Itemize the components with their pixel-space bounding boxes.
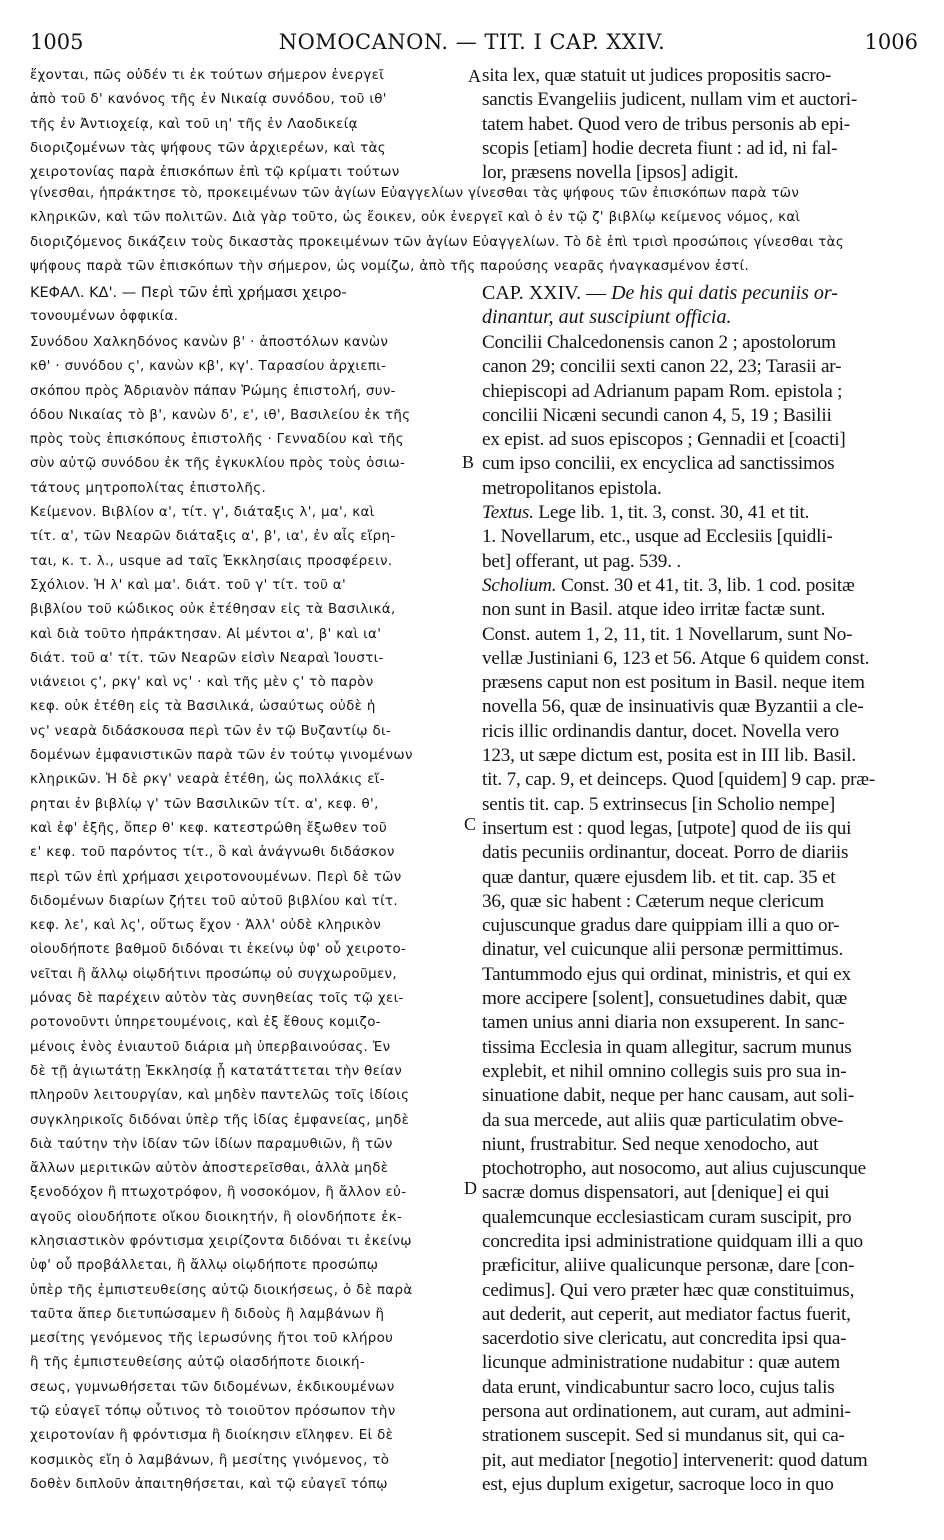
top-latin-block (482, 64, 918, 185)
greek-line: περὶ τῶν ἐπὶ χρήμασι χειροτονουμένων. Περὶ δὲ τῶν (30, 869, 402, 885)
greek-line: Κείμενον. Βιβλίον α', τίτ. γ', διάταξις λ', μα', καὶ (30, 505, 375, 521)
greek-line: ὑπὲρ τῆς ἐμπιστευθείσης αὐτῷ διοικήσεως, ὁ δὲ παρὰ (30, 1282, 413, 1298)
top-greek-block (30, 64, 476, 185)
latin-line: qualemcunque ecclesiasticam curam suscipit, pro (482, 1206, 852, 1228)
greek-line: νεῖται ἢ ἄλλῳ οἱῳδήτινι προσώπῳ οὐ συγχωροῦμεν, (30, 966, 397, 982)
greek-line: διοριζομένων τὰς ψήφους τῶν ἀρχιερέων, καὶ τὰς (30, 140, 386, 156)
page-number-right: 1006 (864, 30, 918, 54)
latin-line: cum ipso concilii, ex encyclica ad sanctissimos (482, 453, 835, 475)
latin-line: sita lex, quæ statuit ut judices propositis sacro- (482, 65, 832, 86)
greek-line: σεως, γυμνωθήσεται τῶν διδομένων, ἐκδικουμένων (30, 1379, 395, 1395)
latin-line: sinuatione dabit, neque per hanc causam, aut soli- (482, 1085, 855, 1107)
greek-line: κθ' · συνόδου ς', κανὼν κβ', κγ'. Ταρασίου ἀρχιεπι- (30, 359, 387, 375)
latin-line: datis pecuniis ordinantur, doceat. Porro de diariis (482, 842, 849, 864)
greek-line: κλησιαστικὸν φρόντισμα χειρίζοντα διδόναι τι ἐκείνῳ (30, 1233, 412, 1249)
latin-line: est, ejus duplum exigetur, sacroque loco in quo (482, 1473, 834, 1495)
section-label: Scholium. (482, 574, 557, 596)
latin-heading-line (482, 281, 918, 305)
greek-line: ἄλλων μεριτικῶν αὐτὸν ἀποστερεῖσθαι, ἀλλὰ μηδὲ (30, 1161, 389, 1177)
greek-line: αγοῦς οἱουδήποτε οἴκου διοικητήν, ἢ οἱονδήποτε ἐκ- (30, 1209, 403, 1225)
latin-line: da sua mercede, aut aliis quæ particulatim obve- (482, 1109, 844, 1131)
section-label: Textus. (482, 502, 534, 524)
greek-line: πληροῦν λειτουργίαν, καὶ μηδὲν παντελῶς τοῖς ἰδίοις (30, 1088, 410, 1104)
latin-line: canon 29; concilii sexti canon 22, 23; Tarasii ar- (482, 356, 842, 378)
latin-line: data erunt, vindicabuntur sacro loco, cujus talis (482, 1376, 835, 1398)
latin-line: more accipere [solent], consuetudines dabit, quæ (482, 988, 847, 1010)
greek-line: διοριζόμενος δικάζειν τοὺς δικαστὰς προκειμένων τῶν ἁγίων Εὐαγγελίων. Τὸ δὲ ἐπὶ τρισὶ προσώποις γίνεσθαι τὰς (30, 234, 845, 250)
greek-heading-line: τονουμένων ὀφφικία. (30, 309, 179, 325)
greek-line: τίτ. α', τῶν Νεαρῶν διάταξις α', β', ια', ἐν αἷς εἴρη- (30, 529, 396, 545)
latin-line: ptochotropho, aut nosocomo, aut alius cujuscunque (482, 1158, 867, 1180)
latin-line: præsens caput non est positum in Basil. neque item (482, 672, 865, 694)
margin-letter-b: B (462, 452, 475, 472)
latin-line: Const. autem 1, 2, 11, tit. 1 Novellarum, sunt No- (482, 623, 853, 645)
greek-line: μένοις ἑνὸς ἐνιαυτοῦ διάρια μὴ ὑπερβαινούσας. Ἐν (30, 1039, 391, 1055)
greek-line: δοθὲν διπλοῦν ἀπαιτηθήσεται, καὶ τῷ εὐαγεῖ τόπῳ (30, 1476, 388, 1492)
latin-heading-cap: CAP. XXIV. — (482, 282, 612, 304)
greek-line: Συνόδου Χαλκηδόνος κανὼν β' · ἀποστόλων κανὼν (30, 335, 389, 350)
greek-line: ε' κεφ. τοῦ παρόντος τίτ., ὃ καὶ ἀνάγνωθι διδάσκον (30, 845, 395, 861)
greek-column (30, 331, 476, 1497)
greek-line: χειροτονίαν ἢ φρόντισμα ἢ διοίκησιν εἴληφεν. Εἰ δὲ (30, 1428, 394, 1444)
greek-line: διδομένων διαρίων ζήτει τοῦ αὐτοῦ βιβλίου καὶ τίτ. (30, 893, 398, 909)
greek-line: μεσίτης γενόμενος τῆς ἱερωσύνης ἤτοι τοῦ κλήρου (30, 1331, 394, 1347)
greek-line: μόνας δὲ παρέχειν αὐτὸν τὰς συνηθείας τοῖς τῷ χει- (30, 991, 404, 1007)
latin-line: sentis tit. cap. 5 extrinsecus [in Scholio nempe] (482, 793, 836, 815)
margin-letter-d: D (464, 1178, 477, 1198)
latin-line: tit. 7, cap. 9, et deinceps. Quod [quidem] 9 cap. præ- (482, 769, 876, 791)
latin-line: 1. Novellarum, etc., usque ad Ecclesiis [quidli- (482, 526, 833, 548)
latin-line: quæ dantur, quære ejusdem lib. et tit. cap. 35 et (482, 866, 836, 888)
greek-chapter-heading (30, 281, 476, 330)
greek-line: συγκληρικοῖς διδόναι ὑπὲρ τῆς ἰδίας ἐμφανείας, μηδὲ (30, 1112, 410, 1128)
latin-line: non sunt in Basil. atque ideo irritæ factæ sunt. (482, 599, 826, 621)
greek-line: γίνεσθαι, ἠπράκτησε τὸ, προκειμένων τῶν ἁγίων Εὐαγγελίων γίνεσθαι τὰς ψήφους τῶν ἐπισκόπων παρὰ τῶν (30, 186, 800, 201)
greek-line: ἀπὸ τοῦ δ' κανόνος τῆς ἐν Νικαίᾳ συνόδου, τοῦ ιθ' (30, 92, 387, 108)
latin-line: sacræ domus dispensatori, aut [denique] ei qui (482, 1182, 830, 1204)
page-number-left: 1005 (30, 30, 84, 54)
greek-line: Σχόλιον. Ἡ λ' καὶ μα'. διάτ. τοῦ γ' τίτ. τοῦ α' (30, 577, 347, 593)
latin-line: concredita ipsi administratione quidquam illi a quo (482, 1230, 863, 1252)
greek-line: πρὸς τοὺς ἐπισκόπους ἐπιστολῆς · Γενναδίου καὶ τῆς (30, 432, 404, 448)
greek-line: όδου Νικαίας τὸ β', κανὼν δ', ε', ιθ', Βασιλείου ἐκ τῆς (30, 407, 411, 423)
latin-line: aut dederit, aut ceperit, aut mediator factus fuerit, (482, 1303, 851, 1325)
latin-line: pit, aut mediator [negotio] intervenerit: quod datum (482, 1449, 868, 1471)
greek-line: τῷ εὐαγεῖ τόπῳ οὗτινος τὸ τοιοῦτον πρόσωπον τὴν (30, 1404, 396, 1420)
greek-line: κληρικῶν. Ἡ δὲ ρκγ' νεαρὰ ἐτέθη, ὡς πολλάκις εἴ- (30, 772, 385, 788)
greek-line: ταῦτα ἅπερ διετυπώσαμεν ἢ διδοὺς ἢ λαμβάνων ἢ (30, 1306, 385, 1322)
greek-line: δομένων ἐμφανιστικῶν παρὰ τῶν ἐν τούτῳ γινομένων (30, 748, 413, 764)
latin-chapter-heading (482, 281, 918, 330)
latin-line: metropolitanos epistola. (482, 477, 662, 499)
latin-line: Scholium. Const. 30 et 41, tit. 3, lib. 1 cod. positæ (482, 574, 855, 596)
greek-line: τάτους μητροπολίτας ἐπιστολῆς. (30, 480, 267, 496)
latin-line: ex epist. ad suos episcopos ; Gennadii et [coacti] (482, 429, 846, 451)
latin-line: dinatur, vel cuicunque alii personæ permittimus. (482, 939, 844, 961)
greek-line: δὲ τῇ ἁγιωτάτῃ Ἐκκλησίᾳ ᾗ κατατάττεται τὴν θείαν (30, 1063, 403, 1079)
latin-line: concilii Nicæni secundi canon 4, 5, 19 ; Basilii (482, 404, 832, 426)
latin-line: novella 56, quæ de insinuativis quæ Byzantii a cle- (482, 696, 864, 718)
margin-letter-c: C (464, 814, 477, 834)
greek-line: ὑφ' οὗ προβάλλεται, ἢ ἄλλῳ οἱῳδήποτε προσώπῳ (30, 1258, 379, 1274)
greek-line: ξενοδόχον ἢ πτωχοτρόφον, ἢ νοσοκόμον, ἢ ἄλλον εὐ- (30, 1185, 407, 1201)
greek-line: ται, κ. τ. λ., usque ad ταῖς Ἐκκλησίαις προσφέρειν. (30, 553, 393, 569)
latin-line: tamen unius anni diaria non exsuperent. In sanc- (482, 1012, 845, 1034)
latin-line: strationem suscepit. Sed si mundanus sit, qui ca- (482, 1425, 845, 1447)
greek-line: σὺν αὐτῷ συνόδου ἐκ τῆς ἐγκυκλίου πρὸς τοὺς ὁσιω- (30, 456, 406, 472)
greek-line: ροτονοῦντι ὑπηρετουμένοις, καὶ ἐξ ἔθους κομιζο- (30, 1015, 381, 1031)
greek-line: σκόπου πρὸς Ἀδριανὸν πάπαν Ῥώμης ἐπιστολή, συν- (30, 383, 396, 399)
greek-line: ἔχονται, πῶς οὐδέν τι ἐκ τούτων σήμερον ἐνεργεῖ (30, 68, 385, 83)
greek-line: ἢ τῆς ἐμπιστευθείσης αὐτῷ οἱασδήποτε διοική- (30, 1355, 366, 1371)
latin-line: Textus. Lege lib. 1, tit. 3, const. 30, 41 et tit. (482, 502, 810, 524)
greek-line: κεφ. οὐκ ἐτέθη εἰς τὰ Βασιλικά, ὡσαύτως οὐδὲ ἡ (30, 699, 376, 715)
latin-line: præficitur, aliive qualicunque personæ, dare [con- (482, 1255, 855, 1277)
latin-line: ricis illic ordinandis dantur, docet. Novella vero (482, 720, 839, 742)
latin-heading-title: De his qui datis pecuniis or- (611, 282, 838, 304)
latin-line: Tantummodo ejus qui ordinat, ministris, et qui ex (482, 963, 851, 985)
latin-line: bet] offerant, ut pag. 539. . (482, 550, 681, 572)
greek-heading-line: ΚΕΦΑΛ. ΚΔ'. — Περὶ τῶν ἐπὶ χρήμασι χειρο- (30, 285, 347, 301)
latin-line: sacerdotio sive clericatu, aut concredita ipsi qua- (482, 1328, 847, 1350)
latin-line: cujuscunque gradus dare quippiam illi a quo or- (482, 915, 840, 937)
greek-line: κεφ. λε', καὶ λς', οὕτως ἔχον · Ἀλλ' οὐδὲ κληρικὸν (30, 918, 382, 934)
greek-line: κληρικῶν, καὶ τῶν πολιτῶν. Διὰ γὰρ τοῦτο, ὡς ἔοικεν, οὐκ ἐνεργεῖ καὶ ὁ ἐν τῷ ζ' βιβλίῳ κείμενος νόμος, καὶ (30, 210, 801, 226)
latin-line: tissima Ecclesia in quam allegitur, sacrum munus (482, 1036, 852, 1058)
greek-line: χειροτονίας παρὰ ἐπισκόπων ἐπὶ τῷ κρίματι τούτων (30, 165, 400, 181)
latin-line: chiepiscopi ad Adrianum papam Rom. epistola ; (482, 380, 843, 402)
latin-line: vellæ Justiniani 6, 123 et 56. Atque 6 quidem const. (482, 647, 870, 669)
greek-line: διὰ ταύτην τὴν ἰδίαν τῶν ἰδίων παραμυθιῶν, ἢ τῶν (30, 1136, 393, 1152)
greek-line: οἱουδήποτε βαθμοῦ διδόναι τι ἐκείνῳ ὑφ' οὗ χειροτο- (30, 942, 407, 958)
greek-line: ψήφους παρὰ τῶν ἐπισκόπων τὴν σήμερον, ὡς νομίζω, ἀπὸ τῆς παρούσης νεαρᾶς ἠναγκασμένον ἐστί. (30, 258, 750, 274)
full-width-greek-block (30, 182, 918, 279)
greek-line: νιάνειοι ς', ρκγ' καὶ νς' · καὶ τῆς μὲν ς' τὸ παρὸν (30, 675, 374, 691)
latin-line: explebit, et nihil omnino collegis suis pro sua in- (482, 1060, 847, 1082)
latin-line: 36, quæ sic habent : Cæterum neque clericum (482, 890, 825, 912)
latin-line: insertum est : quod legas, [utpote] quod de iis qui (482, 817, 852, 839)
greek-line: τῆς ἐν Ἀντιοχείᾳ, καὶ τοῦ ιη' τῆς ἐν Λαοδικείᾳ (30, 116, 358, 132)
latin-line: licunque administratione nudabitur : quæ autem (482, 1352, 840, 1374)
running-title: NOMOCANON. — TIT. I CAP. XXIV. (278, 30, 666, 54)
greek-line: νς' νεαρὰ διδάσκουσα περὶ τῶν ἐν τῷ Βυζαντίῳ δι- (30, 723, 392, 739)
latin-line: tatem habet. Quod vero de tribus personis ab epi- (482, 113, 850, 135)
latin-column (482, 331, 918, 1497)
latin-line: 123, ut sæpe dictum est, posita est in III lib. Basil. (482, 745, 856, 767)
greek-line: καὶ διὰ τοῦτο ἠπράκτησαν. Αἱ μέντοι α', β' καὶ ια' (30, 626, 382, 642)
greek-line: διάτ. τοῦ α' τίτ. τῶν Νεαρῶν εἰσὶν Νεαραὶ Ἰουστι- (30, 650, 384, 666)
page-header (0, 0, 944, 62)
latin-line: scopis [etiam] hodie decreta fiunt : ad id, ni fal- (482, 137, 838, 159)
latin-heading-line: dinantur, aut suscipiunt officia. (482, 306, 732, 329)
latin-line: sanctis Evangeliis judicent, nullam vim et auctori- (482, 89, 858, 111)
margin-letter-a: A (468, 66, 481, 86)
greek-line: ρηται ἐν βιβλίῳ γ' τῶν Βασιλικῶν τίτ. α', κεφ. θ', (30, 796, 379, 812)
latin-line: lor, præsens novella [ipsos] adigit. (482, 162, 739, 184)
latin-line: cedimus]. Qui vero præter hæc quæ constituimus, (482, 1279, 855, 1301)
latin-line: niunt, frustrabitur. Sed neque xenodocho, aut (482, 1133, 819, 1155)
greek-line: βιβλίου τοῦ κώδικος οὐκ ἐτέθησαν εἰς τὰ Βασιλικά, (30, 602, 396, 618)
greek-line: καὶ ἐφ' ἑξῆς, ὅπερ θ' κεφ. κατεστρώθη ἔξωθεν τοῦ (30, 820, 388, 836)
latin-line: Concilii Chalcedonensis canon 2 ; apostolorum (482, 332, 836, 353)
greek-line: κοσμικὸς εἴη ὁ λαμβάνων, ἢ μεσίτης γινόμενος, τὸ (30, 1452, 390, 1468)
latin-line: persona aut ordinationem, aut curam, aut admini- (482, 1401, 851, 1423)
